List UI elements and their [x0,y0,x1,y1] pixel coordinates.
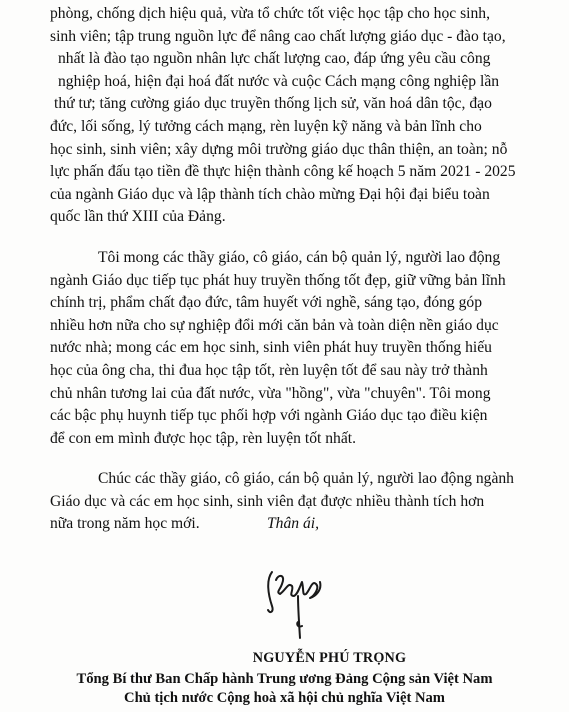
closing-salutation: Thân ái, [267,515,319,532]
text-line: các bậc phụ huynh tiếp tục phối hợp với ngành Giáo dục tạo điều kiện [50,407,488,425]
text-line: Giáo dục và các em học sinh, sinh viên đạt được nhiều thành tích hơn [50,492,485,510]
text-line: Tôi mong các thầy giáo, cô giáo, cán bộ quản lý, người lao động [98,248,501,266]
text-line: sinh viên; tập trung nguồn lực để nâng cao chất lượng giáo dục - đào tạo, [50,27,506,45]
text-line: nhiều hơn nữa cho sự nghiệp đổi mới căn bản và toàn diện nền giáo dục [50,316,499,334]
text-line: Chúc các thầy giáo, cô giáo, cán bộ quản lý, người lao động ngành [98,470,514,488]
text-line: nước nhà; mong các em học sinh, sinh viên phát huy truyền thống hiếu [50,339,492,357]
text-line: ngành Giáo dục tiếp tục phát huy truyền thống tốt đẹp, giữ vững bản lĩnh [50,271,506,289]
text-line: quốc lần thứ XIII của Đảng. [50,208,226,226]
text-line: nữa trong năm học mới. [50,515,200,533]
text-line: lực phấn đấu tạo tiền đề thực hiện thành công kế hoạch 5 năm 2021 - 2025 [50,163,516,181]
paragraph-1 [50,3,537,229]
text-line: để con em mình được học tập, rèn luyện tốt nhất. [50,429,356,447]
handwritten-signature [258,560,338,640]
text-line: của ngành Giáo dục và lập thành tích chào mừng Đại hội đại biểu toàn [50,185,490,203]
text-line: thứ tư; tăng cường giáo dục truyền thống lịch sử, văn hoá dân tộc, đạo [54,95,492,113]
text-line: đức, lối sống, lý tưởng cách mạng, rèn luyện kỹ năng và bản lĩnh cho [50,117,482,135]
paragraph-2 [50,247,537,450]
text-line: phòng, chống dịch hiệu quả, vừa tổ chức tốt việc học tập cho học sinh, [50,5,490,22]
signer-title-state: Chủ tịch nước Cộng hoà xã hội chủ nghĩa Việt Nam [124,690,445,706]
text-line: chủ nhân tương lai của đất nước, vừa "hồng", vừa "chuyên". Tôi mong [50,384,491,402]
text-line: học của ông cha, thi đua học tập tốt, rèn luyện tốt để sau này trở thành [50,361,488,379]
signer-name: NGUYỄN PHÚ TRỌNG [252,650,407,666]
signer-title-party: Tổng Bí thư Ban Chấp hành Trung ương Đảng Cộng sản Việt Nam [76,671,493,687]
letter-body [50,3,537,536]
text-line: chính trị, phẩm chất đạo đức, tâm huyết với nghề, sáng tạo, đóng góp [50,294,483,312]
text-line: nghiệp hoá, hiện đại hoá đất nước và cuộc Cách mạng công nghiệp lần [58,72,500,90]
text-line: nhất là đào tạo nguồn nhân lực chất lượng cao, đáp ứng yêu cầu công [58,50,491,68]
text-line: học sinh, sinh viên; xây dựng môi trường giáo dục thân thiện, an toàn; nỗ [50,140,508,158]
